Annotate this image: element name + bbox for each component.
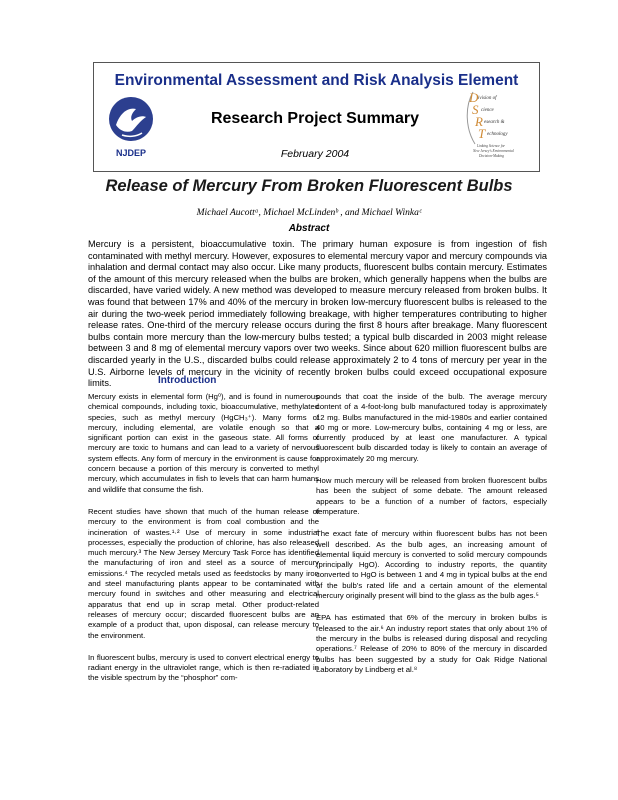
dsrt-letter-r: R (475, 114, 483, 129)
intro-paragraph: In fluorescent bulbs, mercury is used to convert electrical energy to radiant energy in the ultraviolet range, which is then re-radiated in the visible spectrum by the “phosphor” com- (88, 652, 319, 683)
intro-paragraph: The exact fate of mercury within fluorescent bulbs has not been well described. As the bulb ages, an increasing amount of elemental liquid mercury is converted to solid mercury compounds (principally HgO). According to industry reports, the quantity converted to HgO is between 1 and 4 mg in typical bulbs at the end of the bulb’s rated life and a certain amount of the elemental mercury originally present will bind to the glass as the bulb ages.⁵ (316, 529, 547, 601)
header-date: February 2004 (280, 148, 350, 160)
article-title: Release of Mercury From Broken Fluorescent Bulbs (105, 177, 513, 195)
header-subtitle: Research Project Summary (210, 110, 420, 127)
dsrt-line-4: echnology (487, 132, 508, 137)
dsrt-logo-icon (455, 88, 537, 166)
dsrt-line-2: cience (481, 108, 494, 113)
dsrt-tagline-3: Decision-Making (479, 154, 504, 158)
dsrt-letter-d: D (469, 90, 479, 105)
introduction-heading: Introduction (158, 375, 217, 386)
intro-paragraph: pounds that coat the inside of the bulb. The average mercury content of a 4-foot-long bulb manufactured today is approximately 12 mg. Bulbs manufactured in the mid-1980s and earlier contained 40 mg or more. Low-mercury bulbs, containing 4 mg or less, are currently produced by at least one manufacturer. A typical fluorescent bulb discarded today is likely to contain an average of approximately 20 mg mercury. (316, 392, 547, 463)
dsrt-letter-t: T (478, 126, 486, 141)
intro-paragraph: How much mercury will be released from broken fluorescent bulbs has been the subject of some debate. The amount released appears to be a function of a number of factors, especially temperature. (316, 476, 547, 516)
dsrt-tagline-1: Linking Science for (477, 144, 505, 148)
header-title: Environmental Assessment and Risk Analysis Element (114, 72, 519, 89)
intro-paragraph: Recent studies have shown that much of the human release of mercury to the environment is from coal combustion and the incineration of wastes.¹·² Use of mercury in some industrial processes, especially the production of chlorine, has also released much mercury.³ The New Jersey Mercury Task Force has identified the manufacturing of iron and steel as a source of mercury emissions.⁴ The recycled metals used as feedstocks by many iron and steel manufacturing plants appear to be contaminated with mercury found in switches and other measuring and electrical apparatus that end up in scrap metal. Other product-related releases of mercury occur; discarded fluorescent bulbs are an example of a product that, upon disposal, can release mercury to the environment. (88, 506, 319, 640)
intro-paragraph: EPA has estimated that 6% of the mercury in broken bulbs is released to the air.⁶ An industry report states that only about 1% of the mercury in the bulbs is released during disposal and recycling operations.⁷ Release of 20% to 80% of the mercury in discarded bulbs has been suggested by a study for Oak Ridge National Laboratory by Lindberg et al.⁸ (316, 613, 547, 674)
dsrt-line-3: esearch & (484, 120, 505, 125)
left-text-column (88, 392, 319, 696)
abstract-heading: Abstract (288, 223, 330, 234)
right-text-column (316, 392, 547, 687)
dsrt-tagline-2: New Jersey's Environmental (473, 149, 514, 153)
abstract-text: Mercury is a persistent, bioaccumulative toxin. The primary human exposure is from ingestion of fish contaminated with methyl mercury. However, exposures to elemental mercury vapor and mercury compounds via inhalation and dermal contact may also occur. Like many products, fluorescent bulbs contain mercury. Estimates of the amount of this mercury released when the bulbs are broken, which generally happens when the bulbs are discarded, have varied widely. A new method was developed to measure mercury released from broken bulbs. It was found that between 17% and 40% of the mercury in broken low-mercury fluorescent bulbs is released to the air during the two-week period immediately following breakage, with higher temperatures contributing to higher release rates. One-third of the mercury release occurs during the first 8 hours after breakage. Many fluorescent bulbs contain more mercury than the low-mercury bulbs tested; a typical bulb discarded in 2003 might release between 3 and 8 mg of elemental mercury vapors over two weeks. Since about 620 million fluorescent bulbs are discarded yearly in the U.S., discarded bulbs could release approximately 2 to 4 tons of mercury per year in the U.S. Airborne levels of mercury in the vicinity of recently broken bulbs could exceed occupational exposure limits. (88, 239, 547, 389)
intro-paragraph: Mercury exists in elemental form (Hg⁰), and is found in numerous chemical compounds, including toxic, bioaccumulative, methylated species, such as methyl mercury (HgCH₃⁺). Many forms of mercury, including elemental, are volatile enough so that a significant portion can exist in the gaseous state. All forms of mercury are toxic to humans and can lead to a variety of nervous system effects. Any form of mercury in the environment is cause for concern because a portion of this mercury is converted to methyl mercury, which accumulates in fish to levels that can harm humans and wildlife that consume the fish. (88, 392, 319, 494)
njdep-logo-label: NJDEP (115, 148, 146, 158)
dsrt-letter-s: S (472, 102, 479, 117)
dsrt-line-1: ivision of (478, 96, 497, 101)
author-line: Michael Aucottᵃ, Michael McLindenᵇ , and Michael Winkaᶜ (196, 208, 422, 218)
